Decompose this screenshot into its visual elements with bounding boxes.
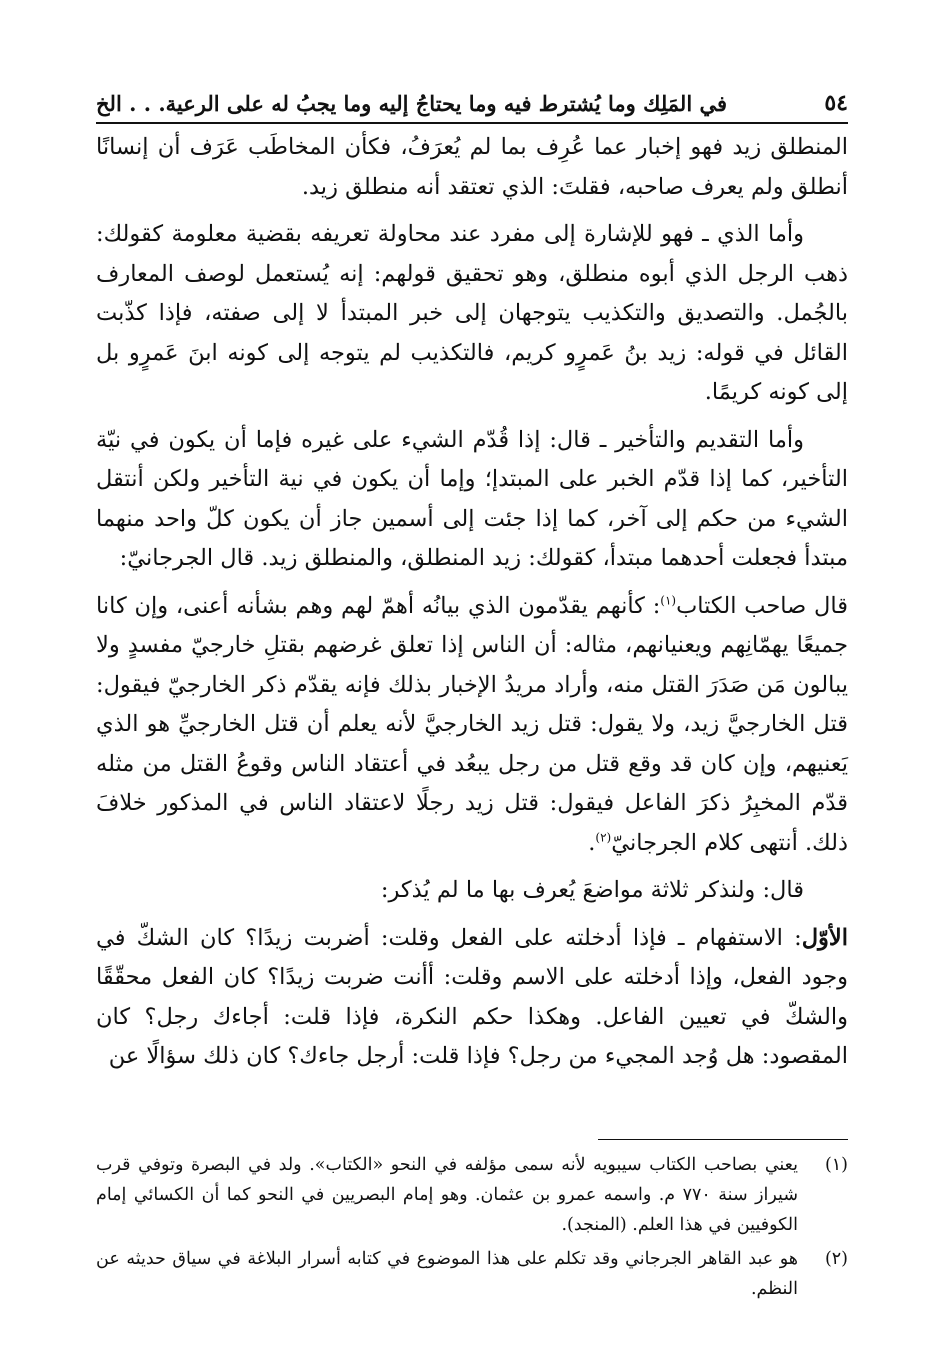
paragraph-4-end: . [588,829,596,856]
footnote-ref-2: (٢) [595,830,612,844]
paragraph-4-body: : كأنهم يقدّمون الذي بيانُه أهمّ لهم وهم بشأنه أعنى، وإن كانا جميعًا يهمّانِهم ويعنيانهم، مثاله: أن الناس إذا تعلق غرضهم بقتلِ خارجيّ مفسدٍ ولا يبالون مَن صَدَرَ القتل منه، وأراد مريدُ الإخبار بذلك فإنه يقدّم ذكر الخارجيّ فيقول: قتل الخارجيَّ زيد، ولا يقول: قتل زيد الخارجيَّ لأنه يعلم أن قتل الخارجيِّ هو الذي يَعنيهم، وإن كان قد وقع قتل من رجل يبعُد في أعتقاد الناس وقوعُ القتل من مثله قدّم المخبِرُ ذكرَ الفاعل فيقول: قتل زيد رجلًا لاعتقاد الناس في المذكور خلافَ ذلك. أنتهى كلام الجرجانيّ [96,592,848,856]
paragraph-4 [96,587,848,864]
paragraph-6 [96,919,848,1077]
paragraph-6-lead: الأوّل [801,924,848,951]
paragraph-5: قال: ولنذكر ثلاثة مواضعَ يُعرف بها ما لم يُذكر: [380,877,804,903]
footnote-2 [96,1244,848,1304]
paragraph-2: وأما الذي ـ فهو للإشارة إلى مفرد عند محاولة تعريفه بقضية معلومة كقولك: ذهب الرجل الذي أبوه منطلق، وهو تحقيق قولهم: إنه يُستعمل لوصف المعارف بالجُمل. والتصديق والتكذيب يتوجهان إلى خبر المبتدأ لا إلى صفته، فإذا كذّبت القائل في قوله: زيد بنُ عَمرٍو كريم، فالتكذيب لم يتوجه إلى كونه ابنَ عَمرٍو بل إلى كونه كريمًا. [96,221,848,405]
footnote-2-mark: (٢) [824,1249,848,1269]
footnote-2-text: هو عبد القاهر الجرجاني وقد تكلم على هذا الموضوع في كتابه أسرار البلاغة في سياق حديثه عن النظم. [96,1249,798,1299]
paragraph-1: المنطلق زيد فهو إخبار عما عُرِف بما لم يُعرَفُ، فكأن المخاطَب عَرَف أن إنسانًا أنطلق ولم يعرف صاحبه، فقلتَ: الذي تعتقد أنه منطلق زيد. [96,134,848,200]
running-title: في المَلِك وما يُشترط فيه وما يحتاجُ إليه وما يجبُ له على الرعية. . . الخ [96,91,728,116]
paragraph-3: وأما التقديم والتأخير ـ قال: إذا قُدّم الشيء على غيره فإما أن يكون في نيّة التأخير، كما إذا قدّم الخبر على المبتدإ؛ وإما أن يكون في نية التأخير ولكن أنتقل الشيء من حكم إلى آخر، كما إذا جئت إلى أسمين جاز أن يكون كلّ واحد منهما مبتدأ فجعلت أحدهما مبتدأ، كقولك: زيد المنطلق، والمنطلق زيد. قال الجرجانيّ: [96,426,848,571]
footnotes [96,1150,848,1308]
footnote-1-mark: (١) [824,1155,848,1175]
running-header [96,82,848,124]
footnote-ref-1: (١) [660,593,677,607]
page-number: ٥٤ [824,90,848,116]
paragraph-6-text: : الاستفهام ـ فإذا أدخلته على الفعل وقلت: أضربت زيدًا؟ كان الشكّ في وجود الفعل، وإذا أدخلته على الاسم وقلت: أأنت ضربت زيدًا؟ كان الفعل محقّقًا والشكّ في تعيين الفاعل. وهكذا حكم النكرة، فإذا قلت: أجاءك رجل؟ كان المقصود: هل وُجد المجيء من رجل؟ فإذا قلت: أرجل جاءك؟ كان ذلك سؤالًا عن [96,924,848,1069]
footnote-1 [96,1150,848,1240]
footnote-divider [598,1139,848,1140]
paragraph-4-start: قال صاحب الكتاب [676,592,848,619]
main-text [96,128,848,1085]
footnote-1-text: يعني بصاحب الكتاب سيبويه لأنه سمى مؤلفه في النحو «الكتاب». ولد في البصرة وتوفي قرب شيراز سنة ٧٧٠ م. واسمه عمرو بن عثمان. وهو إمام البصريين في النحو كما أن الكسائي إمام الكوفيين في هذا العلم. (المنجد). [96,1155,798,1235]
